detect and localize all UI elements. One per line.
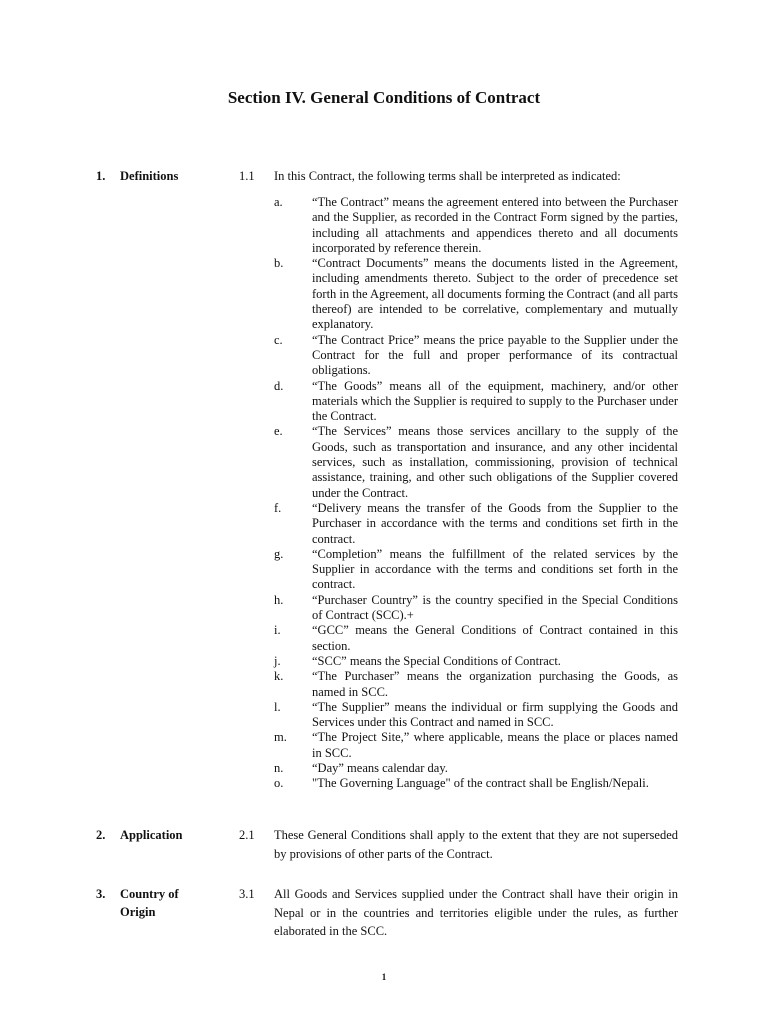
section-number-application: 2.	[96, 828, 106, 842]
definition-letter: c.	[274, 332, 283, 347]
definition-text: "The Governing Language" of the contract shall be English/Nepali.	[312, 776, 649, 791]
clause-text-3-1: All Goods and Services supplied under the Contract shall have their origin in Nepal or in the countries and territories eligible under the rules, as further elaborated in the SCC.	[274, 887, 678, 938]
definition-item-d	[274, 379, 678, 425]
definition-text: “The Contract” means the agreement entered into between the Purchaser and the Supplier, as recorded in the Contract Form signed by the parties, including all attachments and appendices thereto and all documents incorporated by reference therein.	[312, 195, 678, 255]
definition-letter: g.	[274, 546, 284, 561]
clause-number-1-1: 1.1	[239, 169, 255, 183]
definition-text: “Delivery means the transfer of the Goods from the Supplier to the Purchaser in accordance with the terms and conditions set firth in the contract.	[312, 500, 678, 546]
definition-text: “GCC” means the General Conditions of Contract contained in this section.	[312, 623, 678, 653]
section-number-country-of-origin: 3.	[96, 887, 106, 901]
definition-text: “Contract Documents” means the documents listed in the Agreement, including amendments thereto. Subject to the order of precedence set forth in the Agreement, all documents forming the Contract (and all parts thereof) are intended to be correlative, complementary and mutually explanatory.	[312, 256, 678, 332]
definition-text: “Day” means calendar day.	[312, 760, 448, 775]
definition-letter: h.	[274, 592, 284, 607]
definition-item-l	[274, 700, 678, 731]
clause-number-3-1: 3.1	[239, 887, 255, 901]
definition-item-c	[274, 333, 678, 379]
clause-number-2-1: 2.1	[239, 828, 255, 842]
definition-item-g	[274, 547, 678, 593]
definition-item-j	[274, 654, 678, 669]
definition-letter: l.	[274, 699, 281, 714]
definition-letter: e.	[274, 424, 283, 439]
definition-letter: n.	[274, 760, 284, 775]
definition-text: “SCC” means the Special Conditions of Contract.	[312, 653, 561, 668]
clause-text-2-1: These General Conditions shall apply to the extent that they are not superseded by provisions of other parts of the Contract.	[274, 828, 678, 861]
section-heading-definitions: Definitions	[120, 169, 179, 183]
definition-text: “The Supplier” means the individual or firm supplying the Goods and Services under this Contract and named in SCC.	[312, 699, 678, 730]
definition-text: “Completion” means the fulfillment of the related services by the Supplier in accordance with the terms and conditions set forth in the contract.	[312, 546, 678, 592]
definition-item-h	[274, 593, 678, 624]
definition-text: “The Purchaser” means the organization purchasing the Goods, as named in SCC.	[312, 669, 678, 699]
section-heading-application: Application	[120, 828, 183, 842]
definition-letter: a.	[274, 195, 283, 209]
definition-text: “Purchaser Country” is the country specified in the Special Conditions of Contract (SCC).+	[312, 592, 678, 623]
definition-letter: f.	[274, 500, 282, 515]
page-title: Section IV. General Conditions of Contract	[227, 88, 541, 107]
definition-item-m	[274, 730, 678, 761]
definition-letter: m.	[274, 730, 287, 745]
section-number-definitions: 1.	[96, 169, 106, 183]
definition-item-f	[274, 501, 678, 547]
definition-item-o	[274, 776, 678, 791]
definition-item-e	[274, 424, 678, 500]
definition-letter: i.	[274, 623, 281, 638]
definition-letter: j.	[274, 653, 281, 668]
clause-text-1-1: In this Contract, the following terms shall be interpreted as indicated:	[274, 169, 621, 183]
definition-letter: d.	[274, 378, 284, 393]
definition-item-n	[274, 761, 678, 776]
definition-item-i	[274, 623, 678, 654]
definitions-list	[274, 195, 678, 792]
section-heading-country-of-origin: Country of Origin	[120, 887, 179, 919]
definition-letter: k.	[274, 669, 284, 684]
definition-text: “The Contract Price” means the price payable to the Supplier under the Contract for the full and proper performance of its contractual obligations.	[312, 332, 678, 378]
definition-item-a	[274, 195, 678, 256]
definition-letter: o.	[274, 776, 284, 791]
definition-text: “The Goods” means all of the equipment, machinery, and/or other materials which the Supplier is required to supply to the Purchaser under the Contract.	[312, 378, 678, 424]
definition-letter: b.	[274, 256, 284, 271]
definition-item-b	[274, 256, 678, 332]
definition-item-k	[274, 669, 678, 700]
definition-text: “The Project Site,” where applicable, means the place or places named in SCC.	[312, 730, 678, 760]
page-number: 1	[381, 972, 387, 982]
definition-text: “The Services” means those services ancillary to the supply of the Goods, such as transportation and insurance, and any other incidental services, such as installation, commissioning, provision of technical assistance, training, and other such obligations of the Supplier covered under the Contract.	[312, 424, 678, 500]
